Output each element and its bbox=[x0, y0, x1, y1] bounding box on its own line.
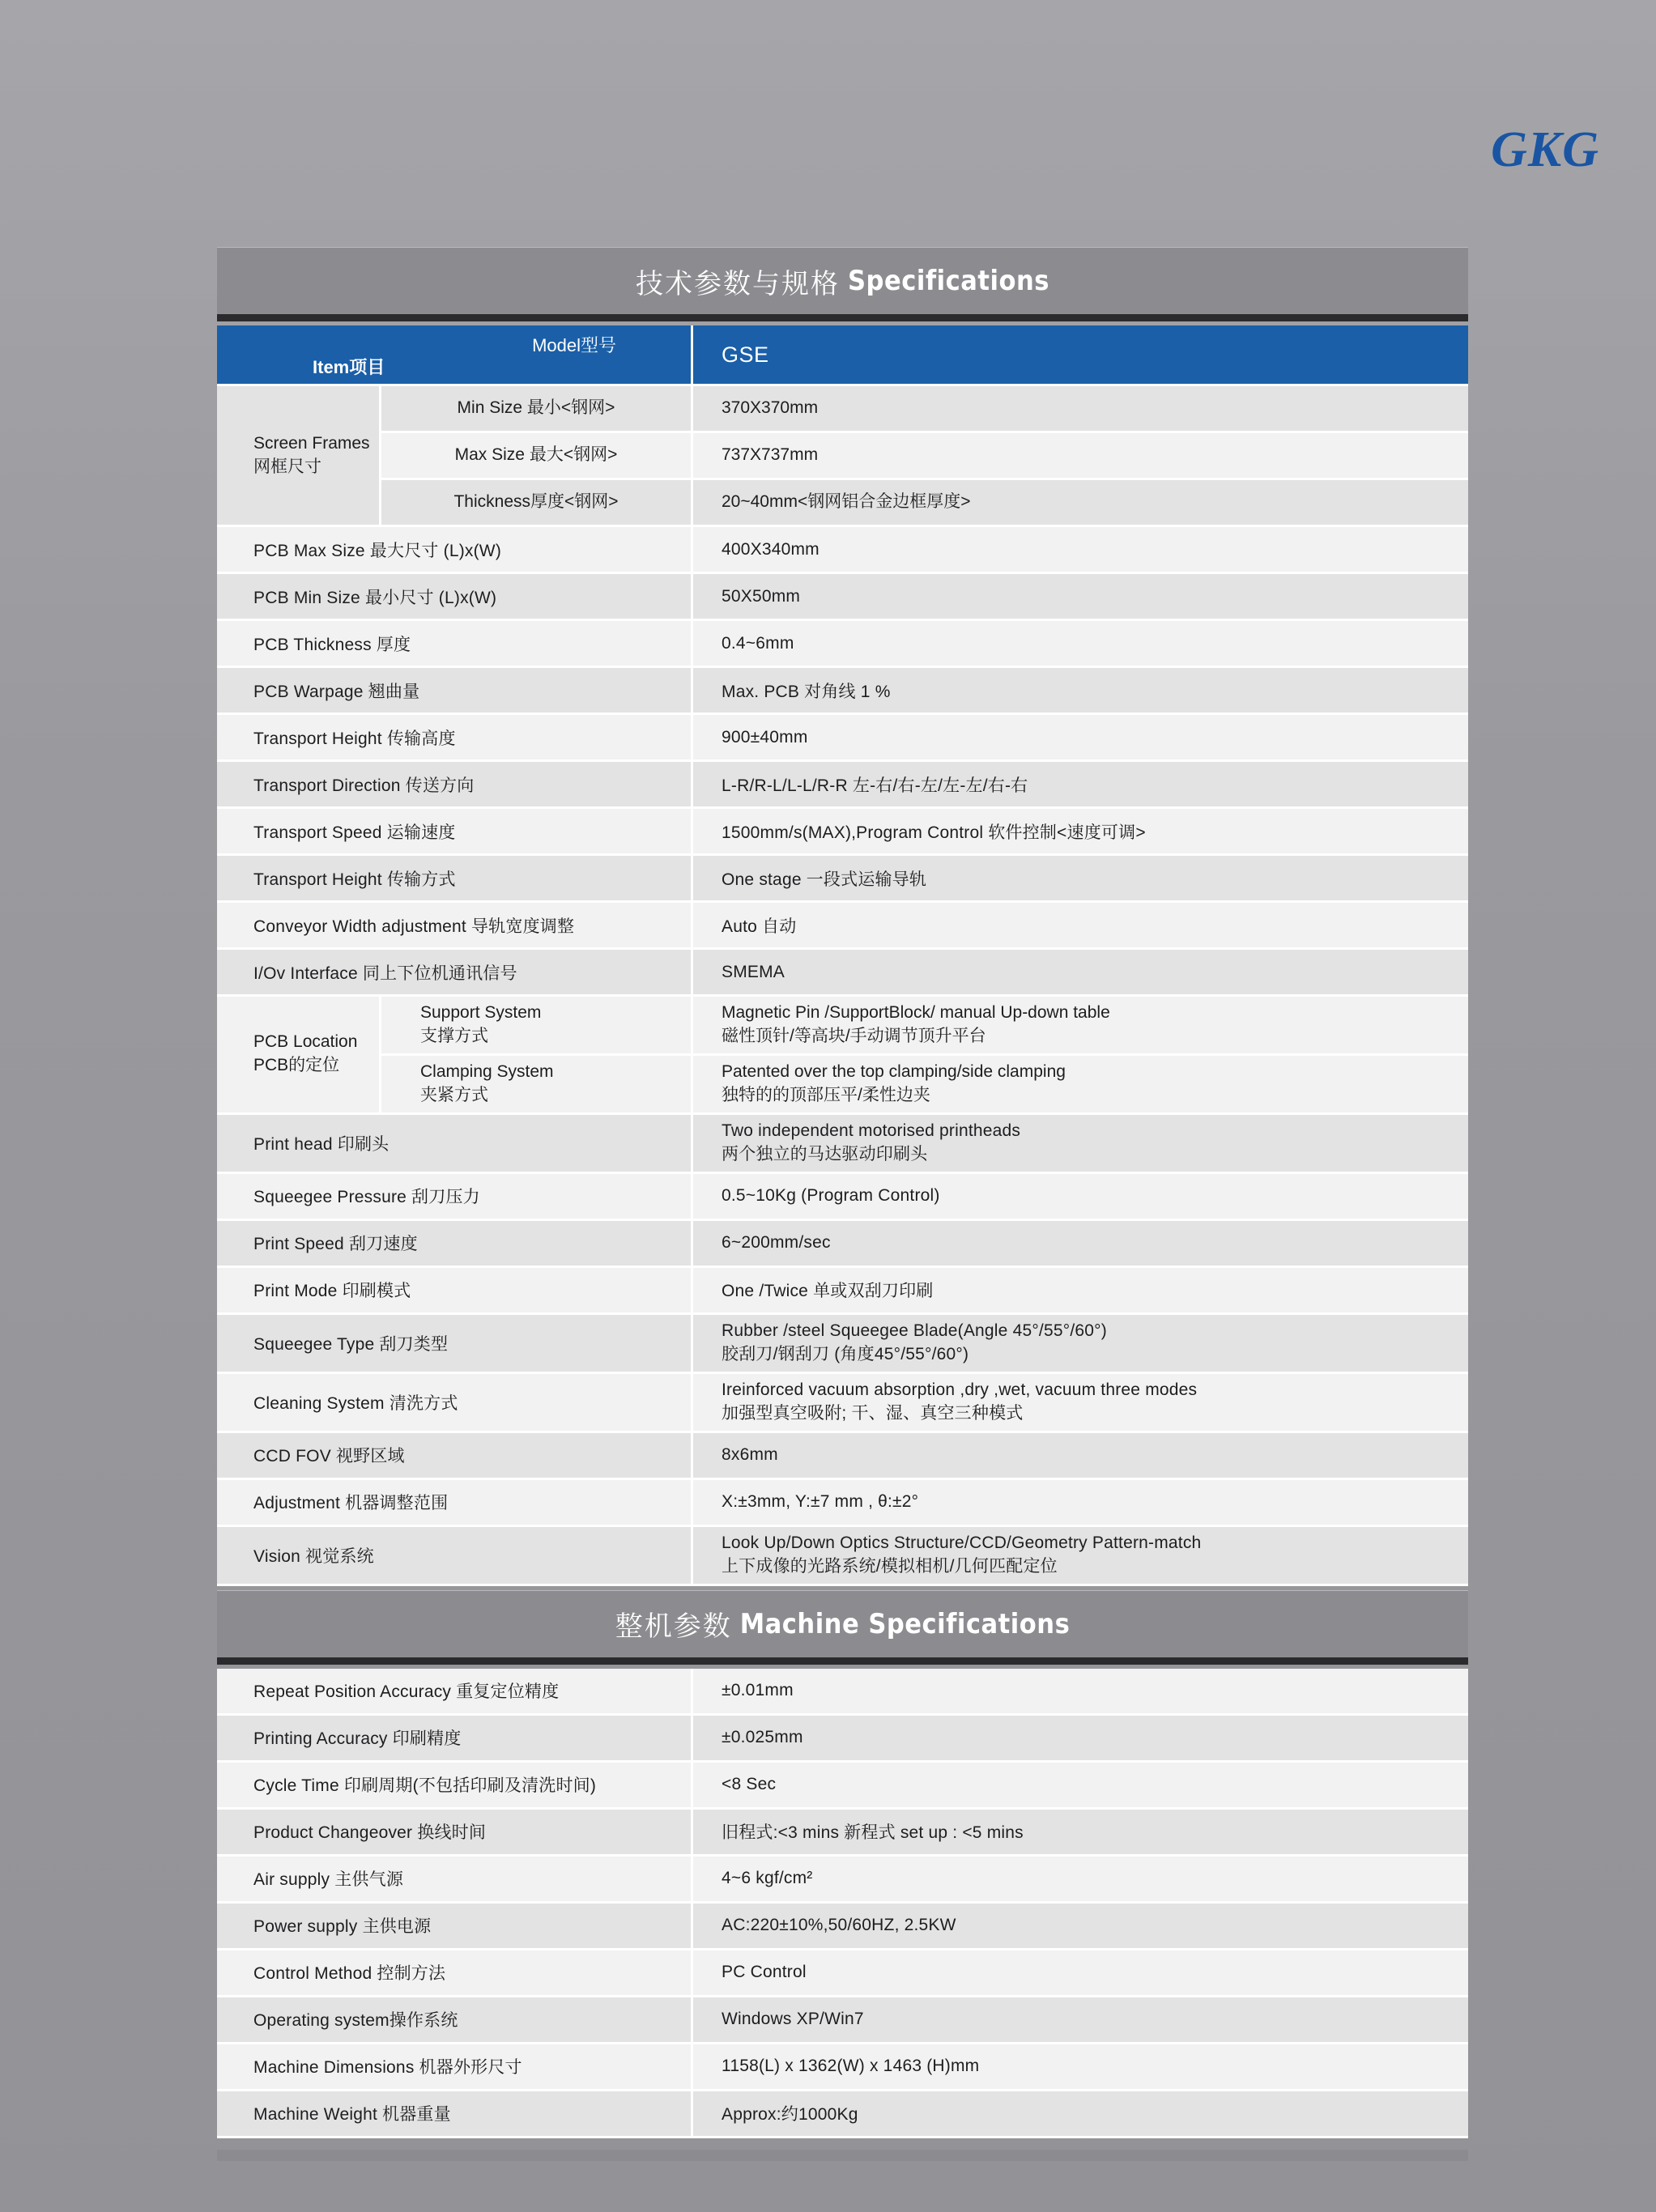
table-row bbox=[217, 1810, 1468, 1854]
row-value: 6~200mm/sec bbox=[691, 1221, 1468, 1266]
row-label: Control Method 控制方法 bbox=[217, 1950, 691, 1995]
row-label: Product Changeover 换线时间 bbox=[217, 1810, 691, 1854]
gkg-logo: GKG bbox=[1491, 122, 1599, 177]
row-label: Cleaning System 清洗方式 bbox=[217, 1374, 691, 1431]
row-value: Rubber /steel Squeegee Blade(Angle 45°/55°/60°) 胶刮刀/钢刮刀 (角度45°/55°/60°) bbox=[691, 1315, 1468, 1372]
row-label: PCB Min Size 最小尺寸 (L)x(W) bbox=[217, 574, 691, 619]
spec-rows-secondary bbox=[217, 1115, 1468, 1586]
table-row bbox=[217, 1763, 1468, 1807]
machine-title-en: Machine Specifications bbox=[739, 1607, 1071, 1640]
row-value: 400X340mm bbox=[691, 527, 1468, 572]
row-value: <8 Sec bbox=[691, 1763, 1468, 1807]
sub-label-max-size: Max Size 最大<钢网> bbox=[379, 433, 691, 478]
row-label: Print Mode 印刷模式 bbox=[217, 1268, 691, 1312]
item-column-label: Item项目 bbox=[313, 357, 385, 377]
row-value: 8x6mm bbox=[691, 1433, 1468, 1478]
table-row bbox=[217, 1904, 1468, 1948]
table-row bbox=[217, 2044, 1468, 2089]
row-label: Transport Height 传输高度 bbox=[217, 715, 691, 759]
row-label: Printing Accuracy 印刷精度 bbox=[217, 1716, 691, 1760]
sub-label-thickness: Thickness厚度<钢网> bbox=[379, 480, 691, 525]
group-label-screen-frames: Screen Frames 网框尺寸 bbox=[217, 386, 379, 525]
table-row bbox=[217, 1315, 1468, 1372]
diagonal-divider-line bbox=[217, 325, 691, 384]
row-value: PC Control bbox=[691, 1950, 1468, 1995]
row-label: Transport Height 传输方式 bbox=[217, 856, 691, 900]
row-value: 0.4~6mm bbox=[691, 621, 1468, 666]
sub-label-clamping-system: Clamping System 夹紧方式 bbox=[379, 1056, 691, 1112]
row-label: Squeegee Type 刮刀类型 bbox=[217, 1315, 691, 1372]
table-row bbox=[217, 1950, 1468, 1995]
row-value: 50X50mm bbox=[691, 574, 1468, 619]
model-value-gse: GSE bbox=[691, 325, 1468, 384]
table-row bbox=[379, 480, 1468, 525]
row-value: 0.5~10Kg (Program Control) bbox=[691, 1174, 1468, 1219]
row-label: Transport Speed 运输速度 bbox=[217, 809, 691, 853]
pcb-location-rows bbox=[379, 997, 1468, 1112]
value-max-size: 737X737mm bbox=[691, 433, 1468, 478]
row-value: 900±40mm bbox=[691, 715, 1468, 759]
table-row bbox=[217, 1527, 1468, 1584]
row-value: 1158(L) x 1362(W) x 1463 (H)mm bbox=[691, 2044, 1468, 2089]
table-row bbox=[217, 668, 1468, 713]
table-row bbox=[217, 1268, 1468, 1312]
row-label: Vision 视觉系统 bbox=[217, 1527, 691, 1584]
table-row bbox=[217, 1115, 1468, 1172]
row-value: 4~6 kgf/cm² bbox=[691, 1857, 1468, 1901]
model-column-label: Model型号 bbox=[532, 335, 616, 355]
group-screen-frames bbox=[217, 386, 1468, 525]
screen-frames-rows bbox=[379, 386, 1468, 525]
table-row bbox=[217, 574, 1468, 619]
sub-label-support-system: Support System 支撑方式 bbox=[379, 997, 691, 1053]
table-row bbox=[217, 1433, 1468, 1478]
row-value: ±0.025mm bbox=[691, 1716, 1468, 1760]
table-row bbox=[217, 621, 1468, 666]
spec-rows-primary bbox=[217, 527, 1468, 997]
row-value: Two independent motorised printheads 两个独立的马达驱动印刷头 bbox=[691, 1115, 1468, 1172]
table-row bbox=[379, 997, 1468, 1053]
value-support-system: Magnetic Pin /SupportBlock/ manual Up-down table 磁性顶针/等高块/手动调节顶升平台 bbox=[691, 997, 1468, 1053]
row-label: Cycle Time 印刷周期(不包括印刷及清洗时间) bbox=[217, 1763, 691, 1807]
table-row bbox=[379, 386, 1468, 431]
row-label: Conveyor Width adjustment 导轨宽度调整 bbox=[217, 903, 691, 947]
row-label: PCB Max Size 最大尺寸 (L)x(W) bbox=[217, 527, 691, 572]
value-clamping-system: Patented over the top clamping/side clamping 独特的的顶部压平/柔性边夹 bbox=[691, 1056, 1468, 1112]
section-title-cn: 技术参数与规格 bbox=[636, 268, 841, 300]
row-value: ±0.01mm bbox=[691, 1669, 1468, 1713]
table-row bbox=[217, 1480, 1468, 1525]
machine-title-cn: 整机参数 bbox=[615, 1611, 732, 1643]
row-label: Air supply 主供气源 bbox=[217, 1857, 691, 1901]
row-value: Windows XP/Win7 bbox=[691, 1997, 1468, 2042]
table-header-row bbox=[217, 325, 1468, 384]
table-row bbox=[217, 1374, 1468, 1431]
table-row bbox=[217, 1174, 1468, 1219]
section-title-en: Specifications bbox=[848, 265, 1049, 297]
table-row bbox=[217, 762, 1468, 806]
row-value: 1500mm/s(MAX),Program Control 软件控制<速度可调> bbox=[691, 809, 1468, 853]
row-value: SMEMA bbox=[691, 950, 1468, 994]
section-header-machine bbox=[217, 1590, 1468, 1657]
table-header-item-cell bbox=[217, 325, 691, 384]
divider-dark bbox=[217, 314, 1468, 321]
row-label: Adjustment 机器调整范围 bbox=[217, 1480, 691, 1525]
row-label: Print Speed 刮刀速度 bbox=[217, 1221, 691, 1266]
section-header-specifications bbox=[217, 247, 1468, 314]
row-value: One /Twice 单或双刮刀印刷 bbox=[691, 1268, 1468, 1312]
sub-label-min-size: Min Size 最小<钢网> bbox=[379, 386, 691, 431]
row-label: Machine Weight 机器重量 bbox=[217, 2091, 691, 2136]
table-row bbox=[379, 1056, 1468, 1112]
table-row bbox=[217, 1716, 1468, 1760]
table-row bbox=[217, 1221, 1468, 1266]
row-label: Machine Dimensions 机器外形尺寸 bbox=[217, 2044, 691, 2089]
table-row bbox=[217, 1997, 1468, 2042]
row-value: Auto 自动 bbox=[691, 903, 1468, 947]
table-row bbox=[217, 1857, 1468, 1901]
row-label: Print head 印刷头 bbox=[217, 1115, 691, 1172]
row-label: Transport Direction 传送方向 bbox=[217, 762, 691, 806]
group-pcb-location bbox=[217, 997, 1468, 1112]
spec-sheet bbox=[217, 247, 1468, 2161]
footer-bar bbox=[217, 2150, 1468, 2161]
row-separator bbox=[217, 2136, 1468, 2138]
table-row bbox=[217, 2091, 1468, 2136]
row-label: PCB Warpage 翘曲量 bbox=[217, 668, 691, 713]
table-row bbox=[217, 809, 1468, 853]
table-row bbox=[217, 1669, 1468, 1713]
row-value: L-R/R-L/L-L/R-R 左-右/右-左/左-左/右-右 bbox=[691, 762, 1468, 806]
table-row bbox=[379, 433, 1468, 478]
row-label: CCD FOV 视野区域 bbox=[217, 1433, 691, 1478]
table-row bbox=[217, 903, 1468, 947]
machine-spec-rows bbox=[217, 1669, 1468, 2138]
row-value: One stage 一段式运输导轨 bbox=[691, 856, 1468, 900]
row-value: Max. PCB 对角线 1 % bbox=[691, 668, 1468, 713]
row-value: Ireinforced vacuum absorption ,dry ,wet, vacuum three modes 加强型真空吸附; 干、湿、真空三种模式 bbox=[691, 1374, 1468, 1431]
row-value: 旧程式:<3 mins 新程式 set up : <5 mins bbox=[691, 1810, 1468, 1854]
value-min-size: 370X370mm bbox=[691, 386, 1468, 431]
table-row bbox=[217, 527, 1468, 572]
row-label: I/Ov Interface 同上下位机通讯信号 bbox=[217, 950, 691, 994]
row-label: Power supply 主供电源 bbox=[217, 1904, 691, 1948]
row-value: X:±3mm, Y:±7 mm , θ:±2° bbox=[691, 1480, 1468, 1525]
row-value: Approx:约1000Kg bbox=[691, 2091, 1468, 2136]
row-label: Operating system操作系统 bbox=[217, 1997, 691, 2042]
table-row bbox=[217, 856, 1468, 900]
table-row bbox=[217, 715, 1468, 759]
row-label: PCB Thickness 厚度 bbox=[217, 621, 691, 666]
group-label-pcb-location: PCB Location PCB的定位 bbox=[217, 997, 379, 1112]
table-row bbox=[217, 950, 1468, 994]
row-value: AC:220±10%,50/60HZ, 2.5KW bbox=[691, 1904, 1468, 1948]
row-value: Look Up/Down Optics Structure/CCD/Geometry Pattern-match 上下成像的光路系统/模拟相机/几何匹配定位 bbox=[691, 1527, 1468, 1584]
row-label: Squeegee Pressure 刮刀压力 bbox=[217, 1174, 691, 1219]
row-label: Repeat Position Accuracy 重复定位精度 bbox=[217, 1669, 691, 1713]
value-thickness: 20~40mm<钢网铝合金边框厚度> bbox=[691, 480, 1468, 525]
